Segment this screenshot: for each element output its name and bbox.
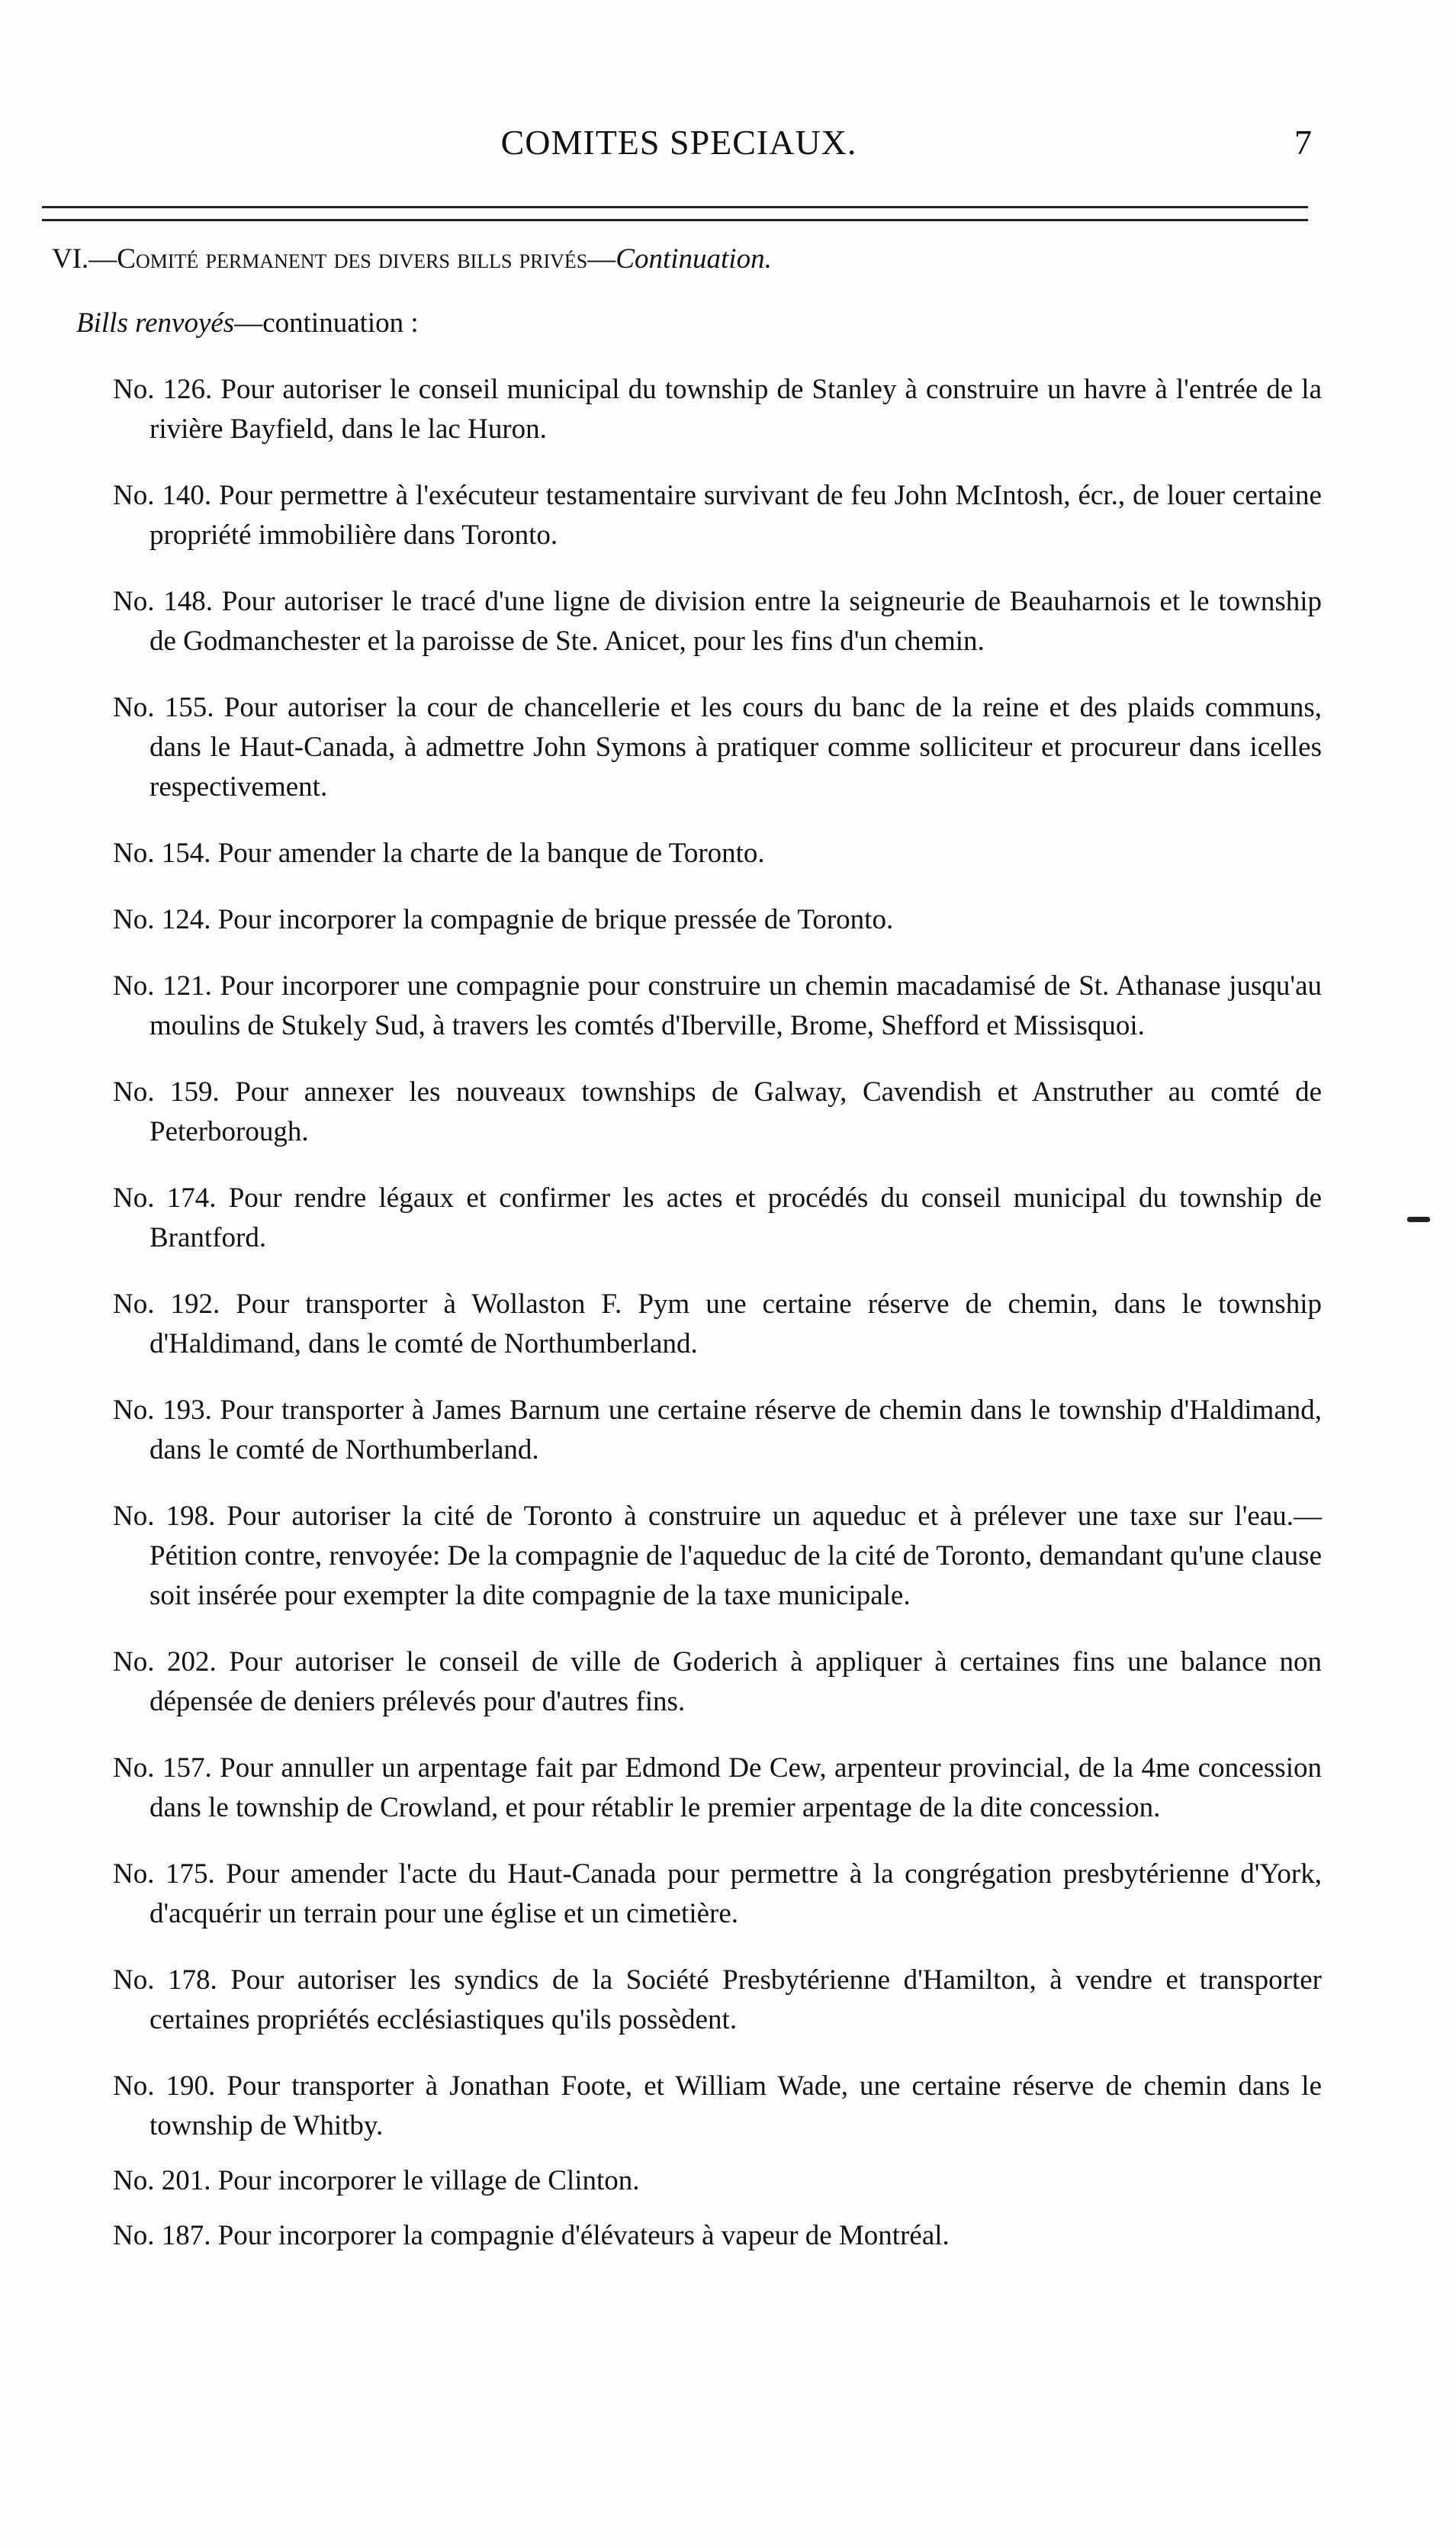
bill-number: No. 187. <box>113 2220 211 2251</box>
bill-text: Pour autoriser le conseil de ville de Goderich à appliquer à certaines fins une balance non dépensée de deniers prélevés pour d'autres fins. <box>149 1646 1322 1717</box>
bill-item <box>113 1749 1322 1828</box>
bill-number: No. 198. <box>113 1501 216 1532</box>
bill-text: Pour autoriser le tracé d'une ligne de division entre la seigneurie de Beauharnois et le township de Godmanchester et la paroisse de Ste. Anicet, pour les fins d'un chemin. <box>149 586 1322 657</box>
double-rule-divider <box>42 206 1308 221</box>
bill-number: No. 155. <box>113 692 214 723</box>
bill-item <box>113 2067 1322 2146</box>
bill-number: No. 193. <box>113 1395 212 1426</box>
bill-item <box>113 1391 1322 1470</box>
bill-number: No. 159. <box>113 1076 220 1108</box>
bill-number: No. 202. <box>113 1646 217 1678</box>
margin-ink-mark <box>1407 1217 1430 1222</box>
bill-text: Pour incorporer la compagnie d'élévateurs à vapeur de Montréal. <box>217 2220 950 2251</box>
bill-item <box>113 2161 1322 2201</box>
bill-number: No. 192. <box>113 1288 220 1320</box>
subsection-heading <box>76 307 1297 339</box>
bill-number: No. 124. <box>113 904 211 935</box>
bill-item <box>113 1855 1322 1934</box>
section-title: Comité permanent des divers bills privés— <box>117 243 616 275</box>
bill-text: Pour autoriser les syndics de la Société Presbytérienne d'Hamilton, à vendre et transporter certaines propriétés ecclésiastiques qu'ils possèdent. <box>149 1964 1322 2035</box>
bill-text: Pour transporter à James Barnum une certaine réserve de chemin dans le township d'Haldimand, dans le comté de Northumberland. <box>149 1395 1323 1465</box>
bill-number: No. 121. <box>113 970 212 1002</box>
bill-text: Pour annexer les nouveaux townships de Galway, Cavendish et Anstruther au comté de Peterborough. <box>149 1076 1322 1147</box>
bill-text: Pour incorporer une compagnie pour construire un chemin macadamisé de St. Athanase jusqu'au moulins de Stukely Sud, à travers les comtés d'Iberville, Brome, Shefford et Missisquoi. <box>149 970 1322 1041</box>
subsection-rest: —continuation : <box>234 307 419 339</box>
bill-text: Pour autoriser la cité de Toronto à construire un aqueduc et à prélever une taxe sur l'eau.—Pétition contre, renvoyée: De la compagnie de l'aqueduc de la cité de Toronto, demandant qu'une clause soit insérée pour exempter la dite compagnie de la taxe municipale. <box>149 1501 1322 1611</box>
bill-item <box>113 1642 1322 1722</box>
bill-number: No. 201. <box>113 2165 211 2196</box>
subsection-italic: Bills renvoyés <box>76 307 235 339</box>
bill-text: Pour transporter à Jonathan Foote, et William Wade, une certaine réserve de chemin dans le township de Whitby. <box>149 2070 1323 2141</box>
bill-item <box>113 967 1322 1046</box>
section-heading <box>52 243 1303 275</box>
bill-number: No. 175. <box>113 1858 215 1890</box>
bill-item <box>113 834 1322 873</box>
running-head <box>46 114 1312 175</box>
running-title: COMITES SPECIAUX. <box>500 123 857 162</box>
bill-text: Pour incorporer la compagnie de brique pressée de Toronto. <box>217 904 894 935</box>
bill-item <box>113 2216 1322 2256</box>
bill-number: No. 178. <box>113 1964 217 1996</box>
section-number: VI.— <box>52 243 117 275</box>
bill-item <box>113 582 1322 661</box>
bill-item <box>113 688 1322 807</box>
bill-text: Pour rendre légaux et confirmer les actes et procédés du conseil municipal du township de Brantford. <box>149 1182 1323 1253</box>
bill-item <box>113 370 1322 449</box>
bill-text: Pour amender l'acte du Haut-Canada pour permettre à la congrégation presbytérienne d'York, d'acquérir un terrain pour une église et un cimetière. <box>149 1858 1322 1929</box>
bill-text: Pour autoriser la cour de chancellerie et les cours du banc de la reine et des plaids communs, dans le Haut-Canada, à admettre John Symons à pratiquer comme solliciteur et procureur dans icelles respectivement. <box>149 692 1322 803</box>
bill-item <box>113 1073 1322 1152</box>
bill-number: No. 157. <box>113 1752 212 1784</box>
bill-text: Pour permettre à l'exécuteur testamentaire survivant de feu John McIntosh, écr., de louer certaine propriété immobilière dans Toronto. <box>149 480 1322 551</box>
bill-number: No. 126. <box>113 374 213 405</box>
bill-item <box>113 1285 1322 1364</box>
section-continuation: Continuation. <box>616 243 772 275</box>
bill-text: Pour transporter à Wollaston F. Pym une certaine réserve de chemin, dans le township d'Haldimand, dans le comté de Northumberland. <box>149 1288 1322 1359</box>
bill-item <box>113 900 1322 940</box>
bill-text: Pour annuller un arpentage fait par Edmond De Cew, arpenteur provincial, de la 4me concession dans le township de Crowland, et pour rétablir le premier arpentage de la dite concession. <box>149 1752 1322 1823</box>
bill-item <box>113 476 1322 555</box>
bill-text: Pour autoriser le conseil municipal du township de Stanley à construire un havre à l'entrée de la rivière Bayfield, dans le lac Huron. <box>149 374 1323 445</box>
bill-number: No. 154. <box>113 838 211 869</box>
bill-number: No. 148. <box>113 586 213 617</box>
bill-number: No. 140. <box>113 480 212 511</box>
page-number: 7 <box>1294 123 1312 162</box>
bill-number: No. 174. <box>113 1182 217 1214</box>
bill-text: Pour incorporer le village de Clinton. <box>217 2165 640 2196</box>
bill-item <box>113 1179 1322 1258</box>
bill-item <box>113 1961 1322 2040</box>
bill-text: Pour amender la charte de la banque de Toronto. <box>217 838 765 869</box>
bills-list <box>113 370 1322 2271</box>
bill-item <box>113 1497 1322 1616</box>
bill-number: No. 190. <box>113 2070 216 2102</box>
